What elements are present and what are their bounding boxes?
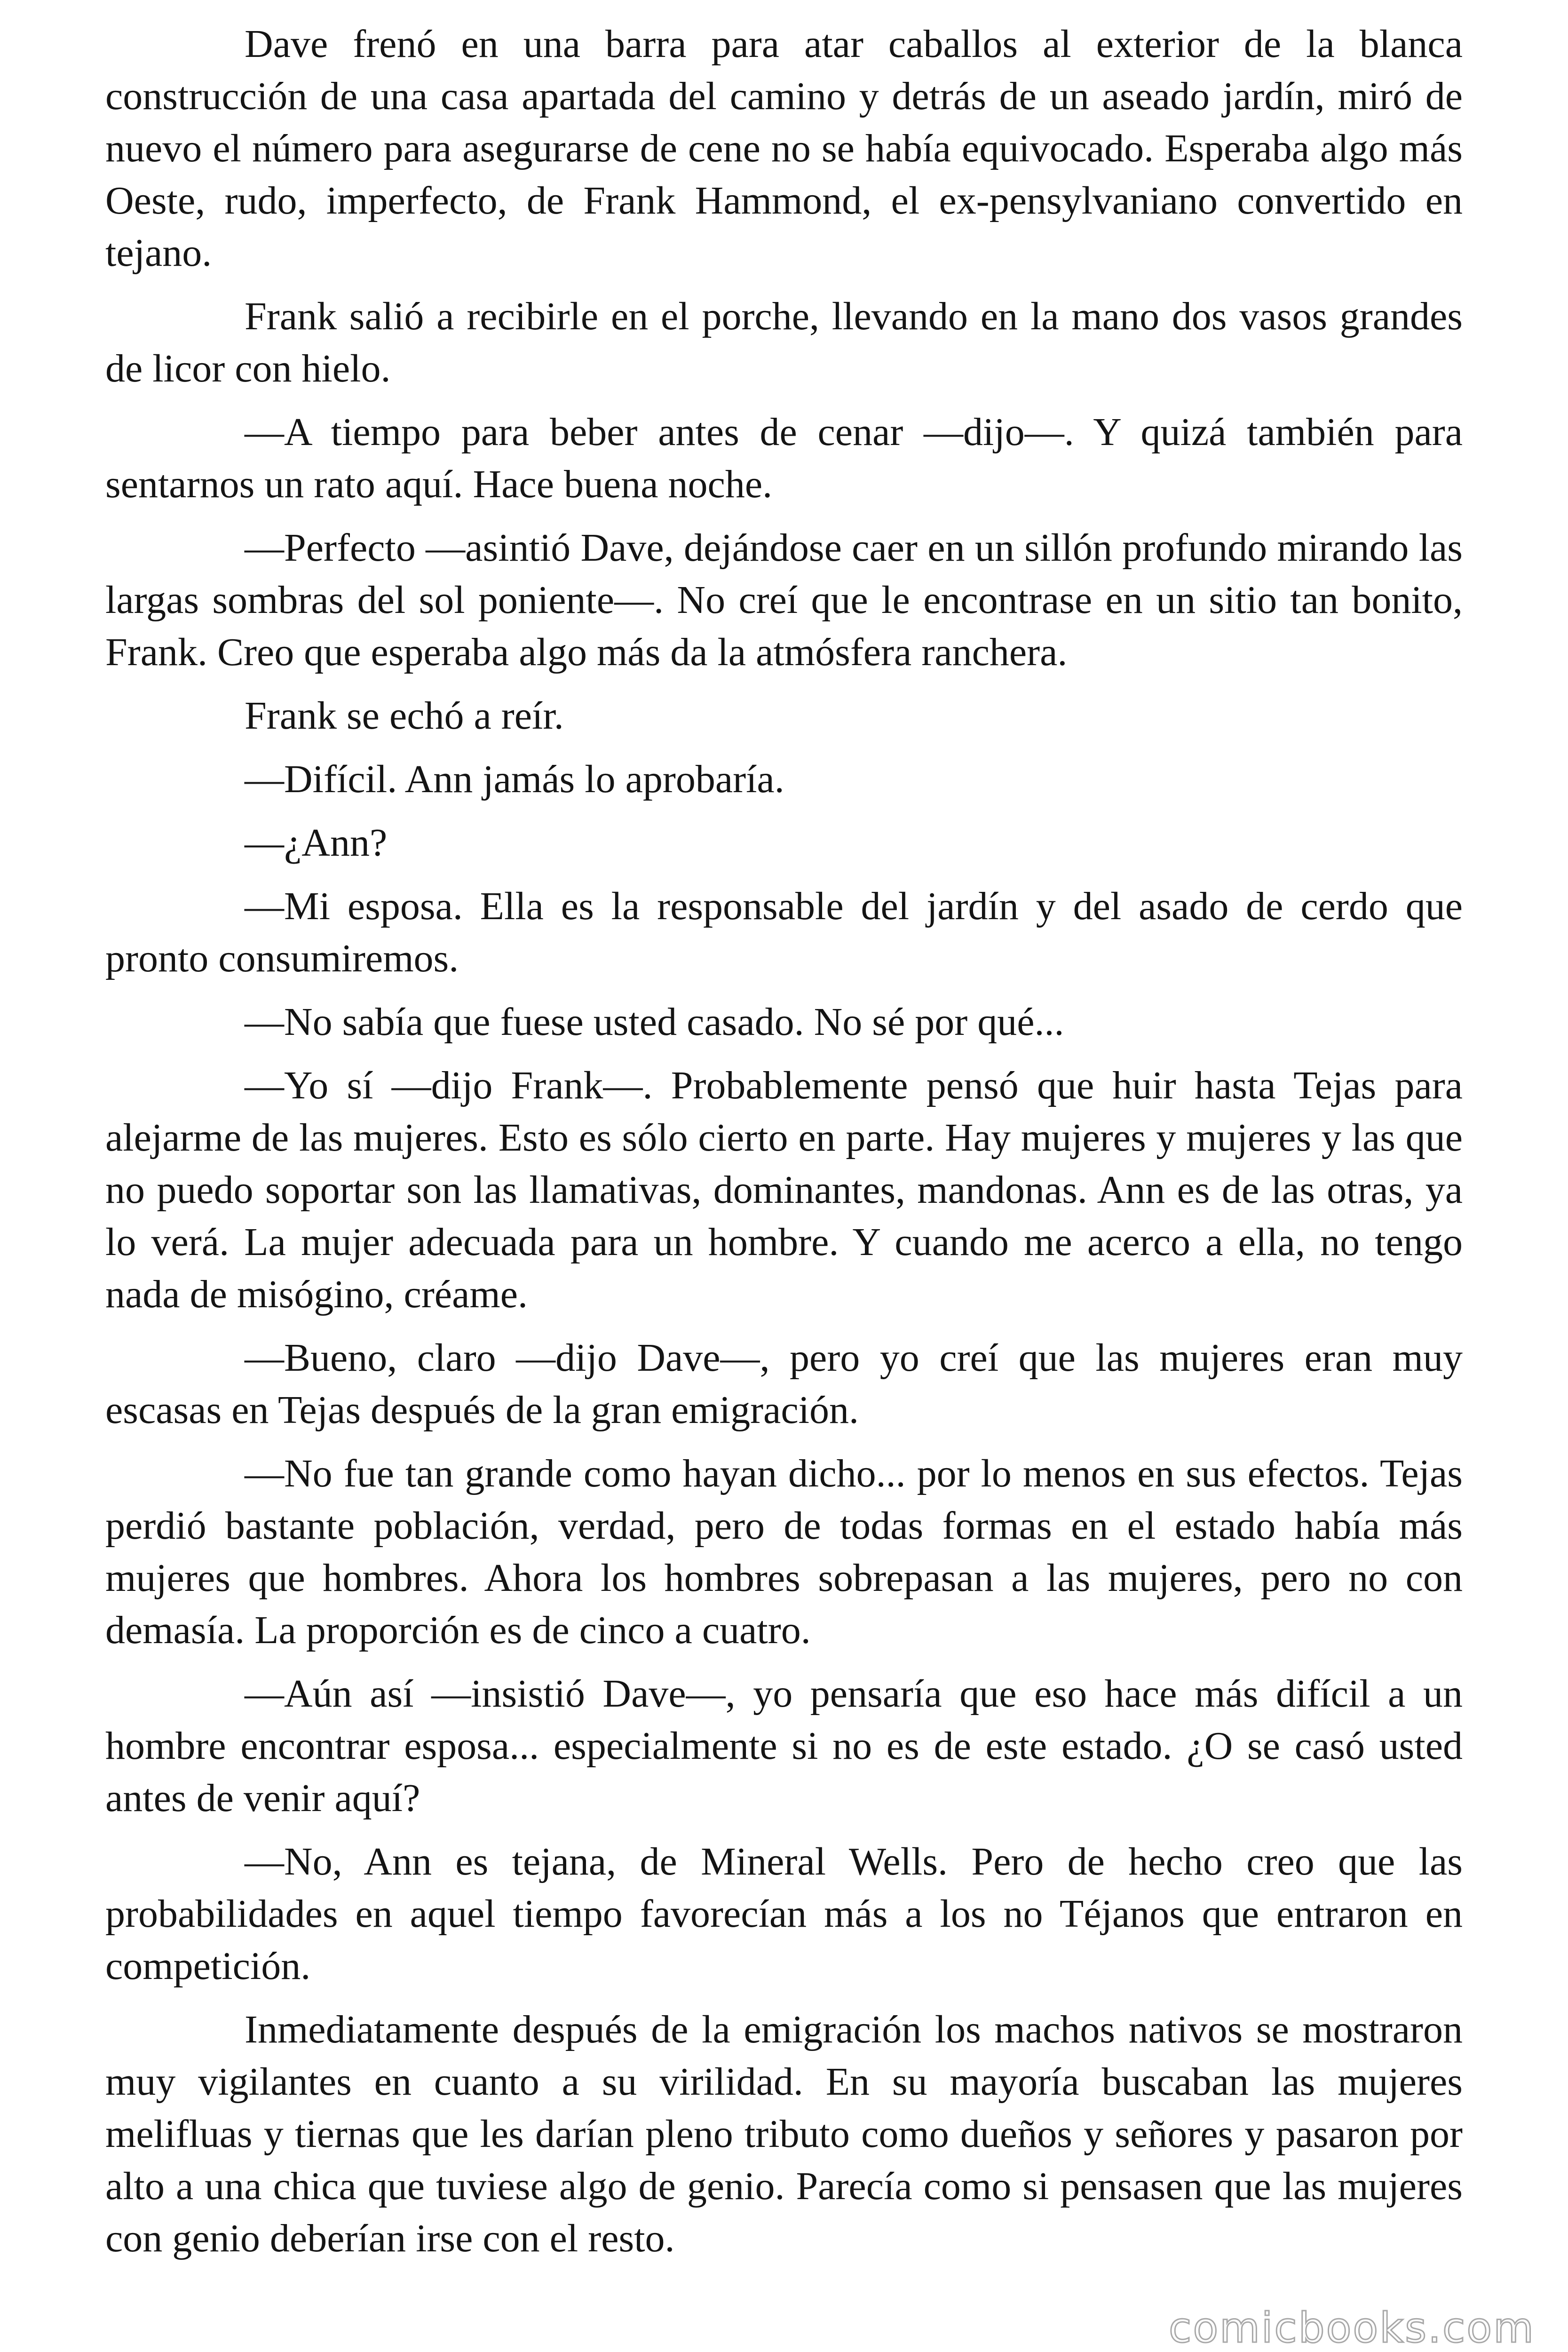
paragraph-3: —A tiempo para beber antes de cenar —dijo—. Y quizá también para sentarnos un rato aquí. Hace buena noche. [105,410,1463,506]
paragraph-4: —Perfecto —asintió Dave, dejándose caer en un sillón profundo mirando las largas sombras del sol poniente—. No creí que le encontrase en un sitio tan bonito, Frank. Creo que esperaba algo más da la atmósfera ranchera. [105,526,1463,674]
paragraph-1: Dave frenó en una barra para atar caballos al exterior de la blanca construcción de una casa apartada del camino y detrás de un aseado jardín, miró de nuevo el número para asegurarse de cene no se había equivocado. Esperaba algo más Oeste, rudo, imperfecto, de Frank Hammond, el ex-pensylvaniano convertido en tejano. [105,22,1463,275]
paragraph-9: —No sabía que fuese usted casado. No sé por qué... [245,1000,1064,1044]
paragraph-8: —Mi esposa. Ella es la responsable del jardín y del asado de cerdo que pronto consumiremos. [105,884,1463,980]
paragraph-11: —Bueno, claro —dijo Dave—, pero yo creí que las mujeres eran muy escasas en Tejas después de la gran emigración. [105,1336,1463,1432]
paragraph-6: —Difícil. Ann jamás lo aprobaría. [245,757,784,801]
paragraph-7: —¿Ann? [245,821,388,865]
paragraph-2: Frank salió a recibirle en el porche, llevando en la mano dos vasos grandes de licor con hielo. [105,294,1463,390]
watermark-text: comicbooks.com [1168,2304,1535,2352]
paragraph-5: Frank se echó a reír. [245,694,564,738]
paragraph-12: —No fue tan grande como hayan dicho... por lo menos en sus efectos. Tejas perdió bastante población, verdad, pero de todas formas en el estado había más mujeres que hombres. Ahora los hombres sobrepasan a las mujeres, pero no con demasía. La proporción es de cinco a cuatro. [105,1452,1463,1652]
paragraph-10: —Yo sí —dijo Frank—. Probablemente pensó que huir hasta Tejas para alejarme de las mujeres. Esto es sólo cierto en parte. Hay mujeres y mujeres y las que no puedo soportar son las llamativas, dominantes, mandonas. Ann es de las otras, ya lo verá. La mujer adecuada para un hombre. Y cuando me acerco a ella, no tengo nada de misógino, créame. [105,1064,1463,1316]
paragraph-15: Inmediatamente después de la emigración los machos nativos se mostraron muy vigilantes en cuanto a su virilidad. En su mayoría buscaban las mujeres melifluas y tiernas que les darían pleno tributo como dueños y señores y pasaron por alto a una chica que tuviese algo de genio. Parecía como si pensasen que las mujeres con genio deberían irse con el resto. [105,2008,1463,2260]
document-body [105,18,1463,2276]
paragraph-14: —No, Ann es tejana, de Mineral Wells. Pero de hecho creo que las probabilidades en aquel tiempo favorecían más a los no Téjanos que entraron en competición. [105,1840,1463,1988]
paragraph-13: —Aún así —insistió Dave—, yo pensaría que eso hace más difícil a un hombre encontrar esposa... especialmente si no es de este estado. ¿O se casó usted antes de venir aquí? [105,1672,1463,1820]
